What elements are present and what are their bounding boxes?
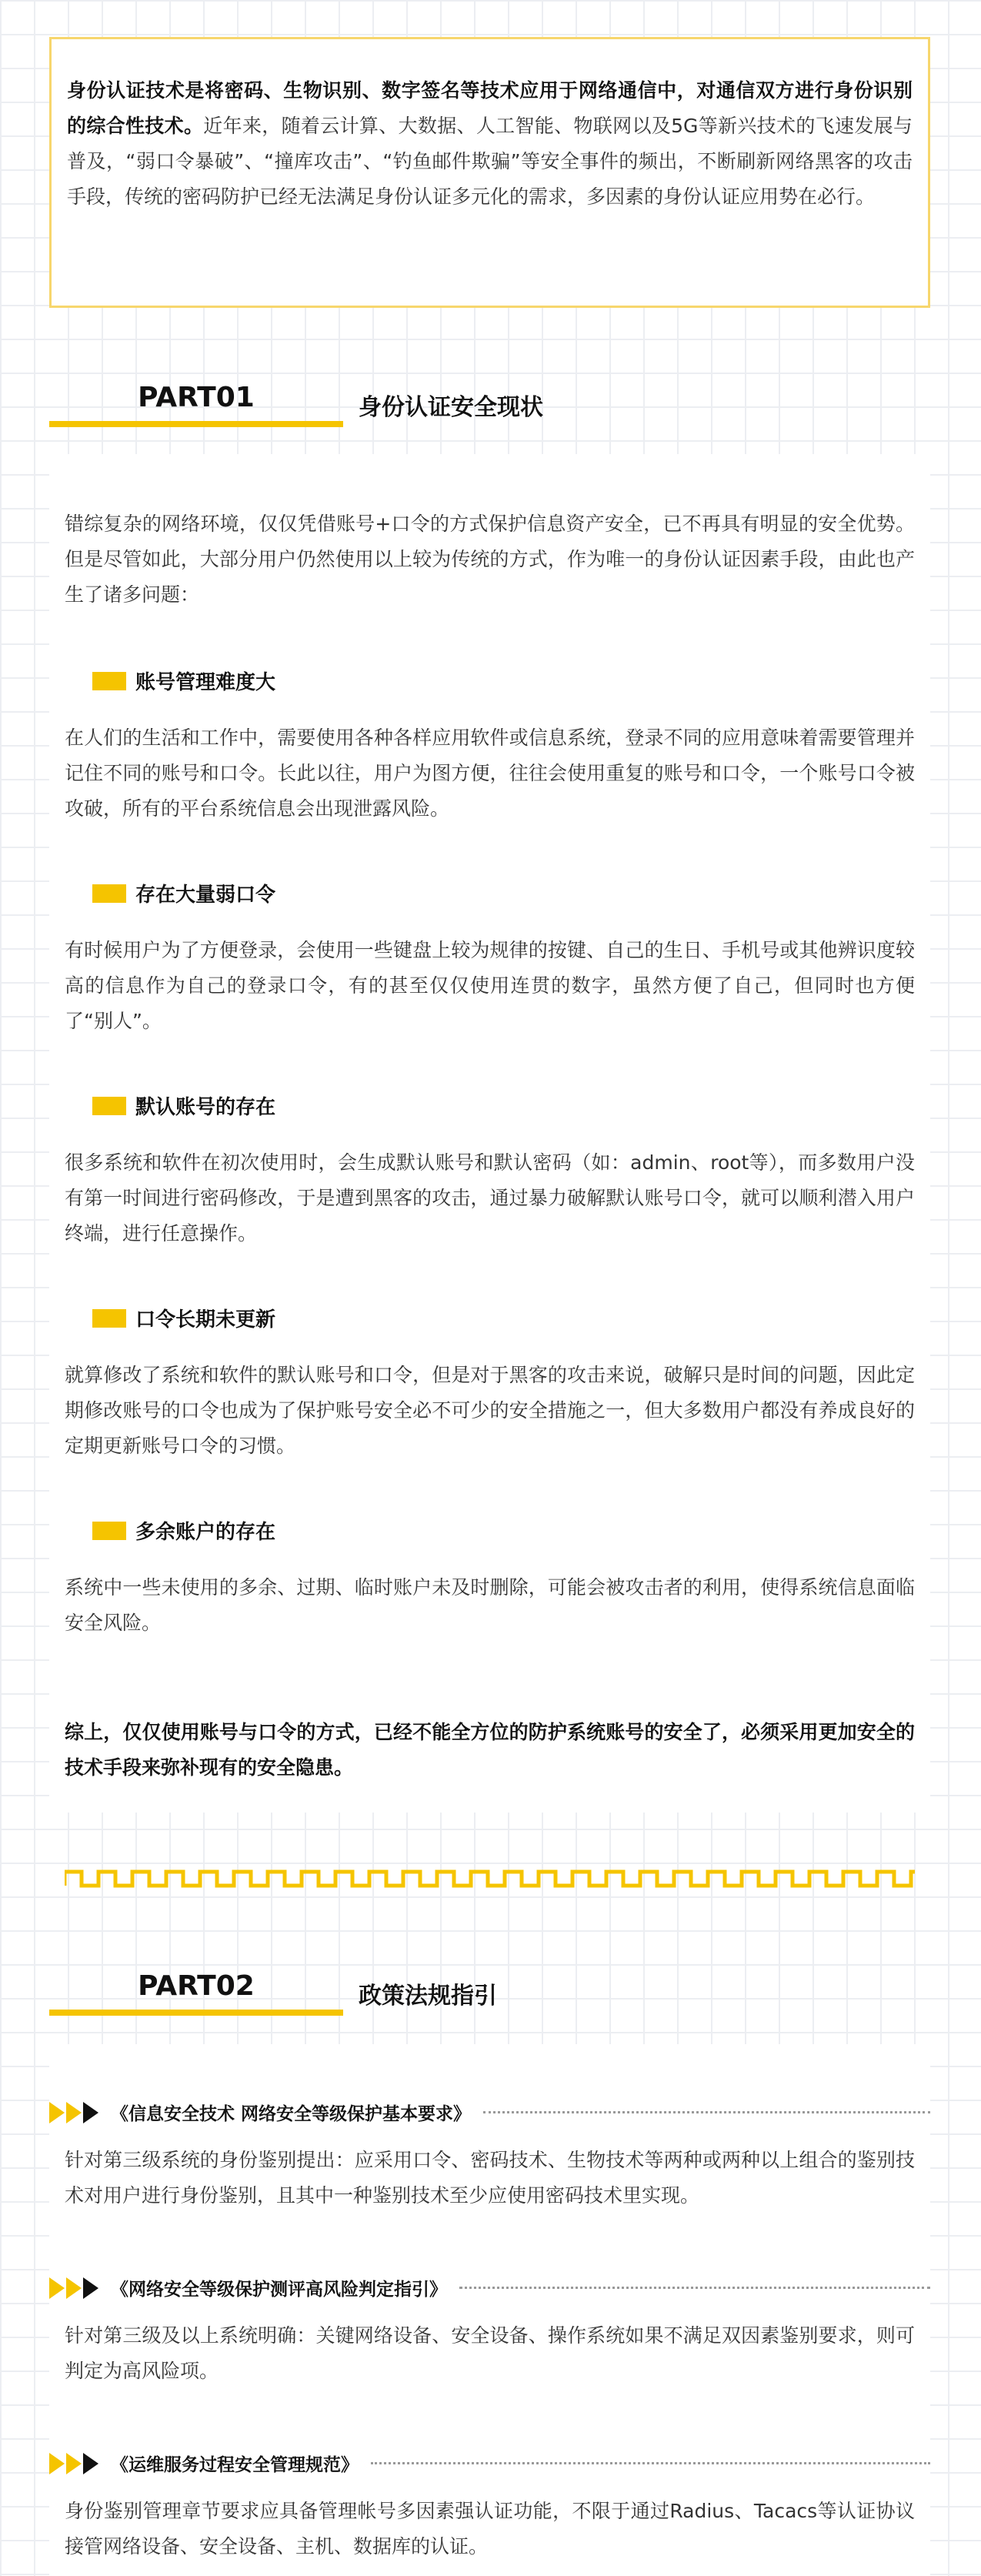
- yellow-chip-icon: [92, 1522, 126, 1540]
- part1-number: PART01: [138, 382, 255, 413]
- doc-text: 针对第三级及以上系统明确：关键网络设备、安全设备、操作系统如果不满足双因素鉴别要求，则可判定为高风险项。: [65, 2324, 915, 2382]
- yellow-chip-icon: [92, 1309, 126, 1328]
- section-text: 系统中一些未使用的多余、过期、临时账户未及时删除，可能会被攻击者的利用，使得系统信息面临安全风险。: [65, 1576, 915, 1634]
- part2-title: 政策法规指引: [359, 1983, 497, 2010]
- section-heading: 口令长期未更新: [92, 1304, 275, 1332]
- dotted-rule: [371, 2462, 930, 2464]
- section-text: 在人们的生活和工作中，需要使用各种各样应用软件或信息系统，登录不同的应用意味着需要管理并记住不同的账号和口令。长此以往，用户为图方便，往往会使用重复的账号和口令，一个账号口令被攻破，所有的平台系统信息会出现泄露风险。: [65, 727, 915, 820]
- yellow-chip-icon: [92, 1097, 126, 1115]
- section-heading: 默认账号的存在: [92, 1091, 275, 1120]
- chevrons-icon: [49, 2453, 100, 2474]
- dotted-rule: [459, 2287, 930, 2289]
- yellow-chip-icon: [92, 884, 126, 903]
- intro-bold-text: 身份认证技术是将密码、生物识别、数字签名等技术应用于网络通信中，对通信双方进行身份识别的综合性技术。: [67, 79, 913, 137]
- part2-number: PART02: [138, 1970, 255, 2002]
- section-heading: 存在大量弱口令: [92, 879, 275, 907]
- chevrons-icon: [49, 2102, 100, 2123]
- section-text: 很多系统和软件在初次使用时，会生成默认账号和默认密码（如：admin、root等），而多数用户没有第一时间进行密码修改，于是遭到黑客的攻击，通过暴力破解默认账号口令，就可以顺利潜入用户终端，进行任意操作。: [65, 1151, 915, 1245]
- part2-underline: [49, 2010, 343, 2016]
- section-heading: 多余账户的存在: [92, 1516, 275, 1545]
- section-heading: 账号管理难度大: [92, 667, 275, 695]
- squarewave-divider: [65, 1869, 915, 1889]
- intro-text: 近年来，随着云计算、大数据、人工智能、物联网以及5G等新兴技术的飞速发展与普及，“弱口令暴破”、“撞库攻击”、“钓鱼邮件欺骗”等安全事件的频出，不断刷新网络黑客的攻击手段，传统的密码防护已经无法满足身份认证多元化的需求，多因素的身份认证应用势在必行。: [67, 115, 913, 208]
- part1-conclusion: 综上，仅仅使用账号与口令的方式，已经不能全方位的防护系统账号的安全了，必须采用更加安全的技术手段来弥补现有的安全隐患。: [65, 1721, 915, 1779]
- yellow-chip-icon: [92, 672, 126, 690]
- intro-box: [49, 37, 930, 308]
- section-text: 有时候用户为了方便登录，会使用一些键盘上较为规律的按键、自己的生日、手机号或其他辨识度较高的信息作为自己的登录口令，有的甚至仅仅使用连贯的数字，虽然方便了自己，但同时也方便了“别人”。: [65, 939, 915, 1032]
- doc-text: 针对第三级系统的身份鉴别提出：应采用口令、密码技术、生物技术等两种或两种以上组合的鉴别技术对用户进行身份鉴别，且其中一种鉴别技术至少应使用密码技术里实现。: [65, 2149, 915, 2207]
- doc-heading: 《运维服务过程安全管理规范》: [49, 2451, 930, 2476]
- part1-lead: 错综复杂的网络环境，仅仅凭借账号+口令的方式保护信息资产安全，已不再具有明显的安全优势。但是尽管如此，大部分用户仍然使用以上较为传统的方式，作为唯一的身份认证因素手段，由此也产生了诸多问题：: [65, 513, 915, 606]
- doc-heading: 《网络安全等级保护测评高风险判定指引》: [49, 2275, 930, 2300]
- doc-text: 身份鉴别管理章节要求应具备管理帐号多因素强认证功能，不限于通过Radius、Tacacs等认证协议接管网络设备、安全设备、主机、数据库的认证。: [65, 2500, 915, 2558]
- dotted-rule: [483, 2111, 930, 2113]
- part1-underline: [49, 421, 343, 427]
- part1-title: 身份认证安全现状: [359, 394, 543, 421]
- chevrons-icon: [49, 2277, 100, 2299]
- doc-heading: 《信息安全技术 网络安全等级保护基本要求》: [49, 2100, 930, 2125]
- section-text: 就算修改了系统和软件的默认账号和口令，但是对于黑客的攻击来说，破解只是时间的问题，因此定期修改账号的口令也成为了保护账号安全必不可少的安全措施之一，但大多数用户都没有养成良好的定期更新账号口令的习惯。: [65, 1364, 915, 1457]
